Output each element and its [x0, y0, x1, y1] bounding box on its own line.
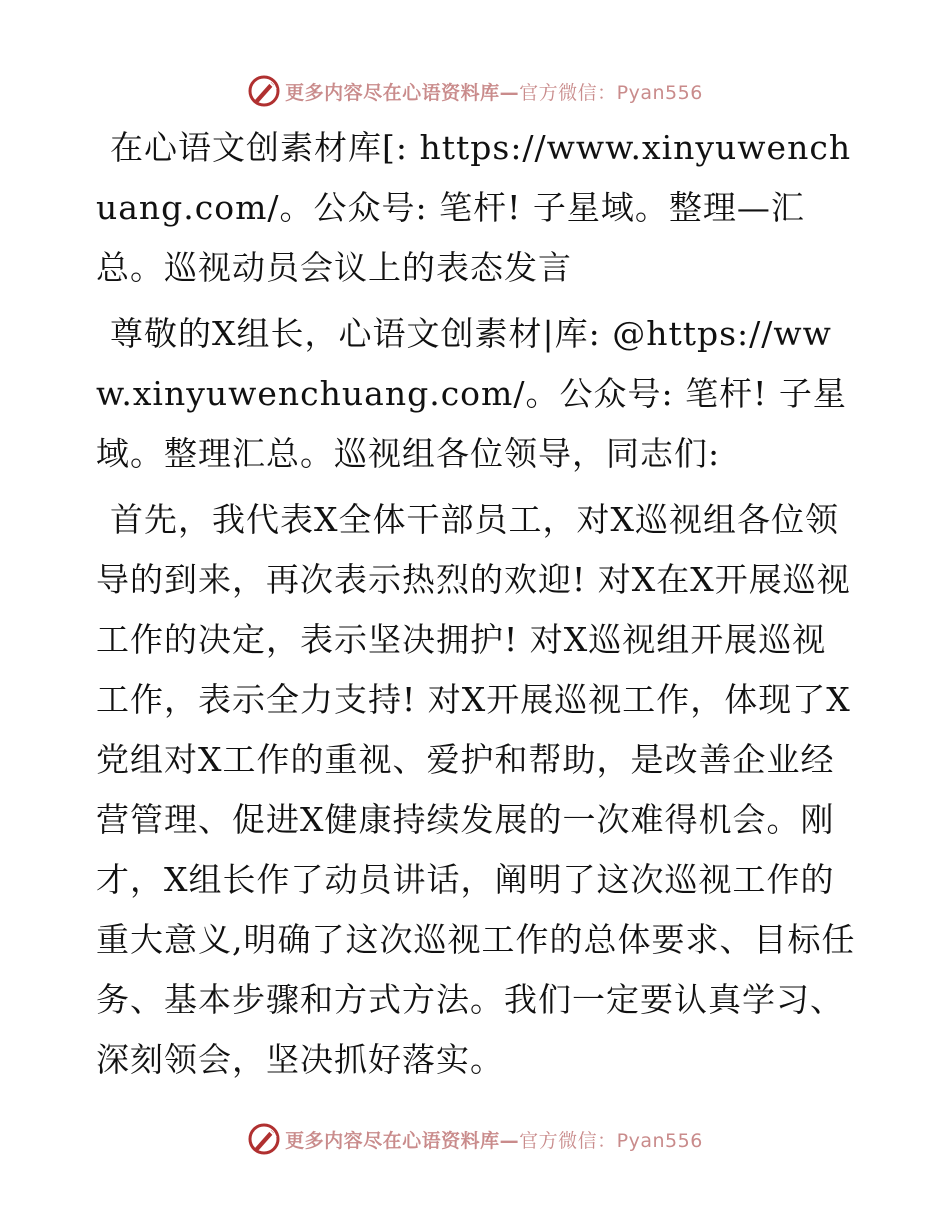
paragraph-body: 首先，我代表X全体干部员工，对X巡视组各位领导的到来，再次表示热烈的欢迎! 对X在X开展巡视工作的决定，表示坚决拥护! 对X巡视组开展巡视工作，表示全力支持! 对X开展巡视工作，体现了X党组对X工作的重视、爱护和帮助，是改善企业经营管理、促进X健康持续发展的一次难得机会。刚才，X组长作了动员讲话，阐明了这次巡视工作的重大意义,明确了这次巡视工作的总体要求、目标任务、基本步骤和方式方法。我们一定要认真学习、深刻领会，坚决抓好落实。 — [96, 500, 856, 1079]
pen-logo-icon — [247, 1122, 281, 1156]
banner-contact: 官方微信：Pyan556 — [519, 1129, 703, 1152]
footer-banner — [0, 1116, 950, 1162]
banner-text: 更多内容尽在心语资料库—官方微信：Pyan556 — [285, 1129, 703, 1152]
banner-contact: 官方微信：Pyan556 — [519, 81, 703, 104]
header-banner — [0, 68, 950, 114]
paragraph-title: 在心语文创素材库[: https://www.xinyuwenchuang.com/。公众号: 笔杆! 子星域。整理—汇总。巡视动员会议上的表态发言 — [96, 128, 852, 287]
banner-text: 更多内容尽在心语资料库—官方微信：Pyan556 — [285, 81, 703, 104]
pen-logo-icon — [247, 74, 281, 108]
document-body — [96, 118, 856, 1096]
paragraph-salutation: 尊敬的X组长，心语文创素材|库: @https://www.xinyuwenchuang.com/。公众号: 笔杆! 子星域。整理汇总。巡视组各位领导，同志们: — [96, 314, 847, 473]
